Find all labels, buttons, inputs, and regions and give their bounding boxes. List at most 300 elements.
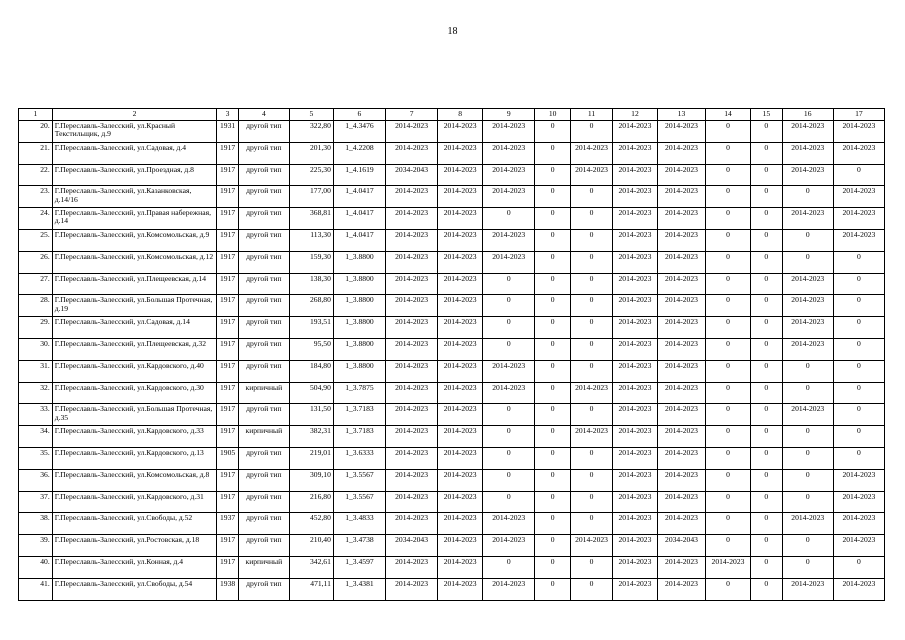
table-cell: 1917: [217, 382, 238, 404]
table-cell: 1_3.7875: [333, 382, 385, 404]
table-cell: 0: [750, 121, 782, 143]
table-cell: другой тип: [238, 142, 289, 164]
table-cell: 2014-2023: [612, 382, 657, 404]
table-cell: 0: [535, 142, 571, 164]
address-cell: Г.Переславль-Залесский, ул.Садовая, д.4: [52, 142, 217, 164]
address-cell: Г.Переславль-Залесский, ул.Большая Протечная, д.19: [52, 295, 217, 317]
table-cell: 0: [483, 469, 535, 491]
table-cell: 0: [782, 447, 833, 469]
table-cell: 0: [750, 142, 782, 164]
table-cell: 0: [706, 513, 751, 535]
table-cell: 0: [782, 469, 833, 491]
table-cell: 0: [706, 186, 751, 208]
table-cell: 2014-2023: [438, 404, 483, 426]
table-cell: 1_3.4381: [333, 578, 385, 600]
table-cell: 0: [782, 229, 833, 251]
column-header: 8: [438, 109, 483, 121]
table-cell: 1917: [217, 556, 238, 578]
table-cell: 2014-2023: [438, 164, 483, 186]
table-cell: 1_4.0417: [333, 229, 385, 251]
table-row: [19, 229, 885, 251]
table-cell: 0: [706, 404, 751, 426]
table-cell: 210,40: [289, 535, 333, 557]
table-row: [19, 578, 885, 600]
table-cell: 0: [706, 578, 751, 600]
table-cell: 0: [833, 164, 884, 186]
table-cell: 2014-2023: [782, 513, 833, 535]
table-cell: 382,31: [289, 426, 333, 448]
table-cell: 113,30: [289, 229, 333, 251]
table-cell: 2014-2023: [657, 121, 705, 143]
table-cell: 0: [535, 513, 571, 535]
table-cell: 2014-2023: [612, 229, 657, 251]
table-row: [19, 338, 885, 360]
table-cell: другой тип: [238, 447, 289, 469]
table-cell: 2014-2023: [657, 208, 705, 230]
table-cell: 2014-2023: [571, 164, 613, 186]
table-cell: 0: [483, 317, 535, 339]
table-cell: 2014-2023: [782, 338, 833, 360]
table-cell: 342,61: [289, 556, 333, 578]
table-cell: 2014-2023: [386, 382, 438, 404]
column-header: 15: [750, 109, 782, 121]
row-number-cell: 38.: [19, 513, 53, 535]
table-cell: 2014-2023: [438, 186, 483, 208]
table-cell: 309,10: [289, 469, 333, 491]
table-cell: 2014-2023: [833, 513, 884, 535]
table-cell: 2014-2023: [833, 229, 884, 251]
table-cell: 0: [535, 382, 571, 404]
table-cell: 0: [535, 121, 571, 143]
column-header: 4: [238, 109, 289, 121]
table-cell: 2014-2023: [657, 513, 705, 535]
table-cell: 2014-2023: [386, 426, 438, 448]
table-cell: другой тип: [238, 360, 289, 382]
table-cell: 1917: [217, 142, 238, 164]
table-cell: 1_3.8800: [333, 295, 385, 317]
table-cell: 0: [750, 382, 782, 404]
table-cell: 2014-2023: [833, 578, 884, 600]
column-header: 17: [833, 109, 884, 121]
table-cell: 2014-2023: [657, 556, 705, 578]
table-cell: 2014-2023: [386, 556, 438, 578]
table-row: [19, 273, 885, 295]
table-cell: 2014-2023: [483, 360, 535, 382]
table-cell: 2014-2023: [386, 447, 438, 469]
table-cell: другой тип: [238, 229, 289, 251]
table-cell: 0: [782, 535, 833, 557]
table-cell: другой тип: [238, 513, 289, 535]
table-cell: 471,11: [289, 578, 333, 600]
table-cell: другой тип: [238, 273, 289, 295]
table-cell: 0: [833, 404, 884, 426]
table-cell: 0: [483, 447, 535, 469]
column-header: 13: [657, 109, 705, 121]
row-number-cell: 35.: [19, 447, 53, 469]
table-cell: 0: [750, 360, 782, 382]
table-cell: 1_3.7183: [333, 404, 385, 426]
address-cell: Г.Переславль-Залесский, ул.Комсомольская, д.12: [52, 251, 217, 273]
table-cell: 1917: [217, 535, 238, 557]
table-cell: другой тип: [238, 469, 289, 491]
table-cell: 322,80: [289, 121, 333, 143]
table-cell: 2014-2023: [386, 578, 438, 600]
table-cell: 0: [750, 164, 782, 186]
table-cell: 0: [750, 208, 782, 230]
table-cell: другой тип: [238, 578, 289, 600]
table-row: [19, 317, 885, 339]
table-row: [19, 404, 885, 426]
address-cell: Г.Переславль-Залесский, ул.Комсомольская, д.8: [52, 469, 217, 491]
table-cell: 1917: [217, 469, 238, 491]
table-cell: 0: [535, 273, 571, 295]
table-cell: 2014-2023: [782, 164, 833, 186]
table-cell: 0: [750, 273, 782, 295]
table-cell: 2014-2023: [386, 513, 438, 535]
table-cell: 0: [833, 382, 884, 404]
table-cell: 0: [750, 578, 782, 600]
table-cell: 0: [750, 447, 782, 469]
table-cell: 2014-2023: [782, 142, 833, 164]
table-cell: 2014-2023: [657, 164, 705, 186]
column-header: 2: [52, 109, 217, 121]
table-cell: 0: [571, 251, 613, 273]
table-row: [19, 382, 885, 404]
table-cell: 2014-2023: [438, 491, 483, 513]
table-cell: 2014-2023: [386, 404, 438, 426]
table-cell: 0: [571, 121, 613, 143]
table-cell: 2014-2023: [657, 229, 705, 251]
table-cell: 2014-2023: [657, 447, 705, 469]
table-cell: 0: [535, 251, 571, 273]
table-cell: 2014-2023: [782, 295, 833, 317]
table-cell: 1_4.1619: [333, 164, 385, 186]
table-cell: 2014-2023: [657, 338, 705, 360]
table-cell: 2014-2023: [612, 447, 657, 469]
table-cell: 0: [535, 491, 571, 513]
table-cell: 2014-2023: [386, 229, 438, 251]
table-cell: 2014-2023: [612, 121, 657, 143]
table-cell: 1917: [217, 404, 238, 426]
table-cell: 2014-2023: [833, 208, 884, 230]
table-cell: 1_3.4833: [333, 513, 385, 535]
table-cell: 0: [750, 491, 782, 513]
table-cell: другой тип: [238, 491, 289, 513]
table-cell: 0: [706, 251, 751, 273]
table-cell: 184,80: [289, 360, 333, 382]
table-cell: 504,90: [289, 382, 333, 404]
table-cell: 1917: [217, 208, 238, 230]
table-cell: 2014-2023: [657, 273, 705, 295]
table-cell: 2014-2023: [438, 426, 483, 448]
table-row: [19, 142, 885, 164]
table-cell: 0: [483, 208, 535, 230]
table-cell: 2014-2023: [438, 382, 483, 404]
table-cell: 0: [706, 229, 751, 251]
table-cell: 2014-2023: [612, 251, 657, 273]
table-cell: другой тип: [238, 251, 289, 273]
table-cell: 0: [535, 164, 571, 186]
table-cell: 0: [750, 404, 782, 426]
table-cell: 1_4.3476: [333, 121, 385, 143]
table-cell: 2014-2023: [483, 251, 535, 273]
table-cell: 2014-2023: [438, 447, 483, 469]
table-cell: 2014-2023: [833, 186, 884, 208]
table-cell: другой тип: [238, 535, 289, 557]
table-cell: 201,30: [289, 142, 333, 164]
address-cell: Г.Переславль-Залесский, ул.Комсомольская, д.9: [52, 229, 217, 251]
address-cell: Г.Переславль-Залесский, ул.Ростовская, д.18: [52, 535, 217, 557]
row-number-cell: 41.: [19, 578, 53, 600]
table-cell: 2014-2023: [386, 338, 438, 360]
table-cell: 0: [750, 186, 782, 208]
table-cell: 2014-2023: [612, 469, 657, 491]
table-cell: 2014-2023: [657, 186, 705, 208]
table-cell: 219,01: [289, 447, 333, 469]
address-cell: Г.Переславль-Залесский, ул.Кардовского, д.30: [52, 382, 217, 404]
table-cell: 131,50: [289, 404, 333, 426]
address-cell: Г.Переславль-Залесский, ул.Садовая, д.14: [52, 317, 217, 339]
table-cell: 1_4.2208: [333, 142, 385, 164]
address-cell: Г.Переславль-Залесский, ул.Кардовского, д.40: [52, 360, 217, 382]
table-cell: 2014-2023: [782, 208, 833, 230]
table-cell: 2014-2023: [612, 426, 657, 448]
table-cell: 0: [535, 295, 571, 317]
table-cell: 138,30: [289, 273, 333, 295]
table-cell: 368,81: [289, 208, 333, 230]
table-cell: 2014-2023: [833, 535, 884, 557]
table-cell: 1917: [217, 360, 238, 382]
table-cell: 2014-2023: [706, 556, 751, 578]
table-row: [19, 208, 885, 230]
table-cell: 1_4.0417: [333, 186, 385, 208]
table-cell: 1938: [217, 578, 238, 600]
table-cell: 2014-2023: [438, 295, 483, 317]
table-cell: 0: [571, 338, 613, 360]
table-cell: 0: [571, 360, 613, 382]
row-number-cell: 24.: [19, 208, 53, 230]
row-number-cell: 36.: [19, 469, 53, 491]
table-cell: 1917: [217, 426, 238, 448]
table-cell: 0: [782, 382, 833, 404]
table-cell: 0: [706, 491, 751, 513]
table-cell: 0: [782, 426, 833, 448]
table-cell: 0: [535, 404, 571, 426]
table-cell: 0: [483, 273, 535, 295]
row-number-cell: 40.: [19, 556, 53, 578]
table-cell: 0: [706, 295, 751, 317]
table-cell: 0: [706, 317, 751, 339]
table-cell: 1_3.7183: [333, 426, 385, 448]
table-cell: 2034-2043: [657, 535, 705, 557]
row-number-cell: 29.: [19, 317, 53, 339]
table-cell: 2014-2023: [833, 121, 884, 143]
table-cell: 0: [571, 556, 613, 578]
row-number-cell: 23.: [19, 186, 53, 208]
table-cell: 0: [706, 164, 751, 186]
table-cell: другой тип: [238, 317, 289, 339]
table-cell: другой тип: [238, 295, 289, 317]
table-cell: 2014-2023: [612, 556, 657, 578]
table-cell: 0: [535, 208, 571, 230]
table-cell: 0: [750, 513, 782, 535]
table-cell: 2014-2023: [386, 273, 438, 295]
address-cell: Г.Переславль-Залесский, ул.Свободы, д.54: [52, 578, 217, 600]
row-number-cell: 21.: [19, 142, 53, 164]
table-cell: 2014-2023: [612, 338, 657, 360]
table-cell: 0: [483, 491, 535, 513]
column-header: 16: [782, 109, 833, 121]
table-cell: 2014-2023: [386, 491, 438, 513]
table-cell: 2014-2023: [657, 578, 705, 600]
table-cell: 1905: [217, 447, 238, 469]
table-cell: 0: [750, 556, 782, 578]
table-cell: 0: [571, 186, 613, 208]
table-cell: 2014-2023: [612, 491, 657, 513]
table-cell: 0: [535, 360, 571, 382]
table-cell: 0: [750, 229, 782, 251]
table-cell: кирпичный: [238, 426, 289, 448]
table-cell: 0: [706, 338, 751, 360]
table-cell: 2014-2023: [657, 360, 705, 382]
table-row: [19, 535, 885, 557]
table-cell: 0: [483, 426, 535, 448]
table-cell: 0: [535, 447, 571, 469]
table-row: [19, 491, 885, 513]
table-cell: 2014-2023: [782, 404, 833, 426]
table-cell: 2014-2023: [657, 404, 705, 426]
table-row: [19, 164, 885, 186]
table-cell: 1931: [217, 121, 238, 143]
row-number-cell: 26.: [19, 251, 53, 273]
table-row: [19, 360, 885, 382]
table-cell: другой тип: [238, 164, 289, 186]
table-cell: 2014-2023: [386, 317, 438, 339]
address-cell: Г.Переславль-Залесский, ул.Конная, д.4: [52, 556, 217, 578]
table-cell: 2014-2023: [657, 491, 705, 513]
table-cell: 2014-2023: [386, 295, 438, 317]
table-cell: 2014-2023: [782, 317, 833, 339]
column-header: 9: [483, 109, 535, 121]
address-cell: Г.Переславль-Залесский, ул.Проездная, д.8: [52, 164, 217, 186]
address-cell: Г.Переславль-Залесский, ул.Кардовского, д.13: [52, 447, 217, 469]
table-cell: 159,30: [289, 251, 333, 273]
table-cell: 0: [706, 535, 751, 557]
table-cell: 2014-2023: [483, 229, 535, 251]
table-row: [19, 121, 885, 143]
table-cell: 0: [571, 317, 613, 339]
table-cell: 0: [782, 491, 833, 513]
table-cell: 0: [833, 360, 884, 382]
table-cell: 2014-2023: [657, 251, 705, 273]
table-cell: 2014-2023: [612, 273, 657, 295]
table-cell: 0: [833, 295, 884, 317]
table-cell: 2014-2023: [483, 382, 535, 404]
table-cell: 2014-2023: [612, 578, 657, 600]
table-cell: 0: [706, 469, 751, 491]
table-cell: 0: [571, 208, 613, 230]
table-cell: 1_3.4597: [333, 556, 385, 578]
table-cell: 0: [750, 535, 782, 557]
table-cell: 2014-2023: [657, 295, 705, 317]
table-cell: 0: [782, 556, 833, 578]
table-cell: 2014-2023: [438, 338, 483, 360]
table-cell: 2014-2023: [386, 360, 438, 382]
table-cell: 1_4.0417: [333, 208, 385, 230]
row-number-cell: 25.: [19, 229, 53, 251]
table-cell: 1_3.6333: [333, 447, 385, 469]
table-cell: 1_3.8800: [333, 251, 385, 273]
table-cell: 0: [535, 338, 571, 360]
table-cell: 2014-2023: [657, 382, 705, 404]
table-cell: 2014-2023: [438, 251, 483, 273]
table-cell: 2014-2023: [612, 208, 657, 230]
table-cell: 0: [706, 208, 751, 230]
address-cell: Г.Переславль-Залесский, ул.Правая набережная, д.14: [52, 208, 217, 230]
column-header: 7: [386, 109, 438, 121]
table-cell: 0: [535, 535, 571, 557]
table-row: [19, 295, 885, 317]
table-cell: другой тип: [238, 208, 289, 230]
table-cell: 2014-2023: [612, 535, 657, 557]
table-cell: 0: [782, 251, 833, 273]
table-cell: 0: [833, 251, 884, 273]
table-cell: 2014-2023: [571, 142, 613, 164]
housing-table: [18, 108, 885, 601]
column-header: 10: [535, 109, 571, 121]
table-cell: 0: [782, 186, 833, 208]
table-cell: 0: [750, 317, 782, 339]
table-cell: 2014-2023: [833, 469, 884, 491]
row-number-cell: 30.: [19, 338, 53, 360]
table-cell: 2014-2023: [612, 513, 657, 535]
table-row: [19, 513, 885, 535]
table-cell: 1_3.5567: [333, 469, 385, 491]
table-cell: 2014-2023: [483, 164, 535, 186]
row-number-cell: 32.: [19, 382, 53, 404]
table-cell: 95,50: [289, 338, 333, 360]
table-row: [19, 186, 885, 208]
table-cell: 0: [483, 338, 535, 360]
table-cell: 2014-2023: [612, 295, 657, 317]
row-number-cell: 22.: [19, 164, 53, 186]
table-cell: 1917: [217, 186, 238, 208]
table-cell: другой тип: [238, 121, 289, 143]
table-cell: другой тип: [238, 338, 289, 360]
table-cell: 0: [483, 295, 535, 317]
table-cell: 2014-2023: [612, 317, 657, 339]
row-number-cell: 28.: [19, 295, 53, 317]
table-cell: 0: [571, 469, 613, 491]
column-header: 5: [289, 109, 333, 121]
table-cell: 0: [833, 426, 884, 448]
table-cell: 0: [706, 142, 751, 164]
table-cell: 0: [706, 273, 751, 295]
column-header: 14: [706, 109, 751, 121]
table-cell: 2014-2023: [386, 186, 438, 208]
table-cell: 1_3.8800: [333, 338, 385, 360]
table-body: [19, 121, 885, 601]
table-cell: 2014-2023: [483, 513, 535, 535]
table-cell: 268,80: [289, 295, 333, 317]
table-cell: 2014-2023: [657, 142, 705, 164]
table-cell: 2014-2023: [386, 469, 438, 491]
table-cell: 0: [571, 578, 613, 600]
table-cell: 2014-2023: [612, 360, 657, 382]
table-cell: 1917: [217, 491, 238, 513]
table-cell: 2014-2023: [438, 360, 483, 382]
table-cell: 2014-2023: [782, 121, 833, 143]
